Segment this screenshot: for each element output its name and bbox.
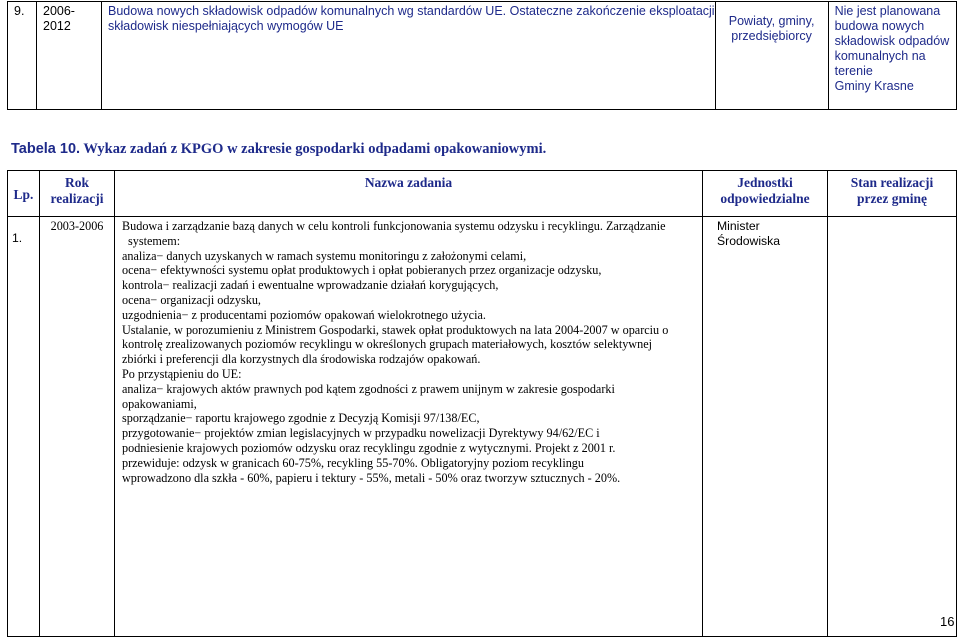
tasks-table — [7, 170, 957, 637]
task-text-line: ocena− efektywności systemu opłat produktowych i opłat pobieranych przez organizacje odzysku, — [122, 263, 602, 278]
text-line: budowa nowych — [834, 19, 925, 33]
task-text-line: Ustalanie, w porozumieniu z Ministrem Gospodarki, stawek opłat produktowych na lata 2004-2007 w oparciu o — [122, 322, 669, 337]
task-text-line: sporządzanie− raportu krajowego zgodnie z Decyzją Komisji 97/138/EC, — [122, 411, 480, 426]
text-line: składowisk niespełniających wymogów UE — [108, 19, 344, 33]
text-line: składowisk odpadów — [834, 34, 950, 48]
task-text-line: zbiórki i preferencji dla korzystnych dla środowiska rodzajów opakowań. — [122, 352, 481, 367]
text-line: Środowiska — [717, 233, 780, 248]
task-text-line: przewiduje: odzysk w granicach 60-75%, recykling 55-70%. Obligatoryjny poziom recyklingu — [122, 455, 584, 470]
text-line: przedsiębiorcy — [731, 29, 812, 43]
row-number: 9. — [8, 2, 37, 110]
table-row — [8, 217, 957, 637]
header-unit — [703, 171, 828, 217]
text-line: Gminy Krasne — [834, 79, 914, 93]
header-line: odpowiedzialne — [720, 191, 810, 206]
task-text-line: kontrola− realizacji zadań i ewentualne wprowadzanie działań korygujących, — [122, 278, 499, 293]
task-text-line: analiza− danych uzyskanych w ramach systemu monitoringu z założonymi celami, — [122, 248, 527, 263]
text-line: komunalnych na — [834, 49, 926, 63]
task-text-line: Po przystąpieniu do UE: — [122, 366, 242, 381]
row-description — [102, 2, 716, 110]
task-text-line: kontrolę zrealizowanych poziomów recyklingu w określonych grupach materiałowych, kosztów selektywnej — [122, 337, 652, 352]
text-line: Powiaty, gminy, — [728, 14, 815, 28]
text-line: Budowa nowych składowisk odpadów komunalnych wg standardów UE. Ostateczne zakończenie eksploatacji — [108, 4, 715, 18]
task-text-line: systemem: — [128, 233, 181, 248]
text-line: terenie — [834, 64, 873, 78]
cell-unit — [703, 217, 828, 637]
header-line: przez gminę — [856, 191, 928, 206]
header-line: realizacji — [50, 191, 104, 206]
task-text-line: uzgodnienia− z producentami poziomów opakowań wielokrotnego użycia. — [122, 307, 486, 322]
top-table — [7, 1, 957, 110]
header-year — [40, 171, 115, 217]
table-header-row — [8, 171, 957, 217]
table-row — [8, 2, 957, 110]
cell-year: 2003-2006 — [40, 217, 115, 637]
task-text-line: Budowa i zarządzanie bazą danych w celu kontroli funkcjonowania systemu odzysku i recyklingu. Zarządzanie — [122, 219, 666, 233]
caption-text: Wykaz zadań z KPGO w zakresie gospodarki odpadami opakowaniowymi. — [83, 141, 547, 157]
task-text-line: podniesienie krajowych poziomów odzysku oraz recyklingu zgodnie z wytycznymi. Projekt z 2001 r. — [122, 440, 616, 455]
page-number: 16 — [940, 614, 955, 629]
row-years: 2006-2012 — [37, 2, 102, 110]
text-line: Minister — [717, 219, 760, 233]
task-text-line: ocena− organizacji odzysku, — [122, 292, 261, 307]
header-status — [828, 171, 957, 217]
header-name: Nazwa zadania — [115, 171, 703, 217]
task-text-line: analiza− krajowych aktów prawnych pod kątem zgodności z prawem unijnym w zakresie gospodarki — [122, 381, 615, 396]
cell-task-name — [115, 217, 703, 637]
row-responsible — [715, 2, 828, 110]
task-text-line: przygotowanie− projektów zmian legislacyjnych w przypadku nowelizacji Dyrektywy 94/62/EC i — [122, 426, 600, 441]
text-line: Nie jest planowana — [834, 4, 941, 18]
caption-label: Tabela 10. — [11, 141, 81, 157]
row-status — [828, 2, 956, 110]
cell-status — [828, 217, 957, 637]
task-text-line: opakowaniami, — [122, 396, 197, 411]
header-line: Jednostki — [737, 175, 793, 190]
table-caption — [11, 141, 546, 158]
cell-lp: 1. — [8, 217, 40, 637]
header-lp: Lp. — [8, 171, 40, 217]
header-line: Stan realizacji — [850, 175, 934, 190]
task-text-line: wprowadzono dla szkła - 60%, papieru i tektury - 55%, metali - 50% oraz tworzyw sztucznych - 20%. — [122, 470, 621, 485]
header-line: Rok — [64, 175, 89, 190]
